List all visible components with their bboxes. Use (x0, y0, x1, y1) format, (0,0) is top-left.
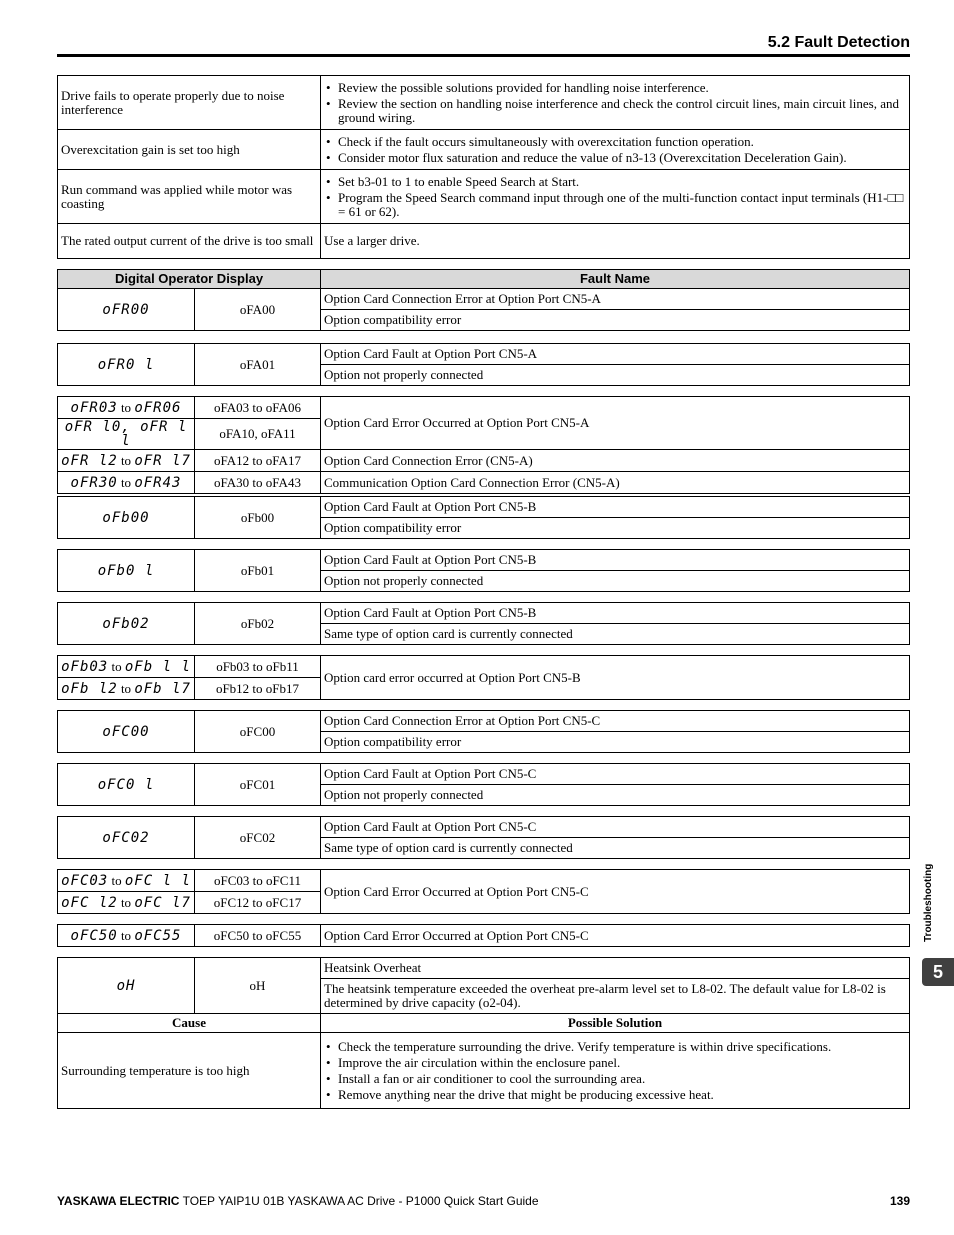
fault-table-ofa03 (57, 396, 910, 494)
solution-cell (321, 1033, 910, 1109)
solution-item: • Review the section on handling noise interference and check the control circuit lines, main circuit lines, and ground wiring. (324, 97, 906, 125)
fault-code: oFA01 (195, 344, 321, 386)
fault-table-ofb01 (57, 549, 910, 592)
fault-name: Option Card Fault at Option Port CN5-C (321, 764, 910, 785)
footer-company: YASKAWA ELECTRIC (57, 1194, 180, 1208)
fault-table-oh (57, 957, 910, 1109)
chapter-tab: 5 (922, 958, 954, 986)
segment-display: oFb l2 to oFb l7 (58, 678, 195, 700)
fault-table-ofc01 (57, 763, 910, 806)
fault-code: oFA10, oFA11 (195, 419, 321, 450)
segment-display: oFC02 (58, 817, 195, 859)
fault-desc: Option compatibility error (321, 310, 910, 331)
fault-code: oFC01 (195, 764, 321, 806)
fault-code: oFb02 (195, 603, 321, 645)
fault-code: oFA00 (195, 289, 321, 331)
section-title: 5.2 Fault Detection (767, 34, 910, 51)
footer-doc: TOEP YAIP1U 01B YASKAWA AC Drive - P1000 Quick Start Guide (182, 1194, 539, 1208)
table-row (58, 76, 910, 130)
segment-display: oFb00 (58, 497, 195, 539)
segment-display: oFR03 to oFR06 (58, 397, 195, 419)
segment-display: oFb03 to oFb l l (58, 656, 195, 678)
fault-table-ofb00 (57, 496, 910, 539)
solution-header: Possible Solution (321, 1014, 910, 1033)
side-section-label: Troubleshooting (923, 863, 934, 942)
solution-cell: Use a larger drive. (321, 224, 910, 259)
cause-cell: Run command was applied while motor was coasting (58, 170, 321, 224)
footer-text (57, 1194, 539, 1208)
segment-display: oFR0 l (58, 344, 195, 386)
page-number: 139 (889, 1194, 910, 1208)
segment-display: oFR l2 to oFR l7 (58, 450, 195, 472)
fault-name: Option Card Error Occurred at Option Port CN5-C (321, 870, 910, 914)
segment-display: oFC0 l (58, 764, 195, 806)
fault-code: oFC00 (195, 711, 321, 753)
segment-display: oFC00 (58, 711, 195, 753)
solution-item: • Program the Speed Search command input through one of the multi-function contact input terminals (H1-□□ = 61 or 62). (324, 191, 906, 219)
fault-name: Option Card Fault at Option Port CN5-B (321, 497, 910, 518)
fault-code: oFb03 to oFb11 (195, 656, 321, 678)
segment-display: oFb02 (58, 603, 195, 645)
fault-name: Option Card Fault at Option Port CN5-C (321, 817, 910, 838)
segment-display: oFb0 l (58, 550, 195, 592)
fault-code: oFC12 to oFC17 (195, 892, 321, 914)
fault-desc: Option compatibility error (321, 732, 910, 753)
header-rule (57, 54, 910, 57)
fault-name: Option Card Error Occurred at Option Port CN5-C (321, 925, 910, 947)
fault-name: Option Card Fault at Option Port CN5-B (321, 550, 910, 571)
fault-desc: The heatsink temperature exceeded the overheat pre-alarm level set to L8-02. The default value for L8-02 is determined by drive capacity (o2-04). (321, 979, 910, 1014)
fault-name: Heatsink Overheat (321, 958, 910, 979)
fault-desc: Option not properly connected (321, 571, 910, 592)
solution-cell (321, 130, 910, 170)
cause-cell: The rated output current of the drive is too small (58, 224, 321, 259)
fault-name: Option Card Fault at Option Port CN5-A (321, 344, 910, 365)
display-header: Digital Operator Display (58, 270, 321, 289)
solution-cell (321, 76, 910, 130)
solution-item: • Check if the fault occurs simultaneously with overexcitation function operation. (324, 135, 906, 149)
fault-table-ofc03 (57, 869, 910, 914)
cause-header: Cause (58, 1014, 321, 1033)
segment-display: oFR00 (58, 289, 195, 331)
cause-cell: Surrounding temperature is too high (58, 1033, 321, 1109)
fault-desc: Option compatibility error (321, 518, 910, 539)
causes-table (57, 75, 910, 259)
fault-desc: Option not properly connected (321, 785, 910, 806)
fault-code: oFb01 (195, 550, 321, 592)
cause-cell: Drive fails to operate properly due to noise interference (58, 76, 321, 130)
segment-display: oFC03 to oFC l l (58, 870, 195, 892)
fault-table-ofb02 (57, 602, 910, 645)
table-row (58, 130, 910, 170)
segment-display: oFC l2 to oFC l7 (58, 892, 195, 914)
table-row (58, 224, 910, 259)
fault-name: Option Card Error Occurred at Option Port CN5-A (321, 397, 910, 450)
solution-item: • Set b3-01 to 1 to enable Speed Search at Start. (324, 175, 906, 189)
segment-display: oH (58, 958, 195, 1014)
fault-name: Option Card Connection Error (CN5-A) (321, 450, 910, 472)
fault-code: oH (195, 958, 321, 1014)
fault-code: oFb12 to oFb17 (195, 678, 321, 700)
fault-table-ofb03 (57, 655, 910, 700)
fault-table-ofa00 (57, 269, 910, 331)
fault-code: oFA12 to oFA17 (195, 450, 321, 472)
fault-code: oFb00 (195, 497, 321, 539)
fault-desc: Same type of option card is currently connected (321, 838, 910, 859)
cause-cell: Overexcitation gain is set too high (58, 130, 321, 170)
fault-name: Option card error occurred at Option Port CN5-B (321, 656, 910, 700)
fault-code: oFC50 to oFC55 (195, 925, 321, 947)
fault-name: Option Card Connection Error at Option Port CN5-C (321, 711, 910, 732)
solution-item: • Consider motor flux saturation and reduce the value of n3-13 (Overexcitation Deceleration Gain). (324, 151, 906, 165)
segment-display: oFR30 to oFR43 (58, 472, 195, 494)
fault-code: oFC03 to oFC11 (195, 870, 321, 892)
fault-table-ofc50 (57, 924, 910, 947)
solution-item: • Remove anything near the drive that might be producing excessive heat. (324, 1088, 906, 1102)
fault-code: oFA30 to oFA43 (195, 472, 321, 494)
fault-code: oFA03 to oFA06 (195, 397, 321, 419)
fault-name: Option Card Connection Error at Option Port CN5-A (321, 289, 910, 310)
fault-table-ofc02 (57, 816, 910, 859)
solution-item: • Install a fan or air conditioner to cool the surrounding area. (324, 1072, 906, 1086)
fault-code: oFC02 (195, 817, 321, 859)
fault-table-ofa01 (57, 343, 910, 386)
solution-item: • Improve the air circulation within the enclosure panel. (324, 1056, 906, 1070)
fault-name-header: Fault Name (321, 270, 910, 289)
table-row (58, 170, 910, 224)
solution-cell (321, 170, 910, 224)
solution-item: • Review the possible solutions provided for handling noise interference. (324, 81, 906, 95)
fault-name: Option Card Fault at Option Port CN5-B (321, 603, 910, 624)
fault-table-ofc00 (57, 710, 910, 753)
fault-name: Communication Option Card Connection Error (CN5-A) (321, 472, 910, 494)
fault-desc: Same type of option card is currently connected (321, 624, 910, 645)
segment-display: oFR l0, oFR l l (58, 419, 195, 450)
solution-item: • Check the temperature surrounding the drive. Verify temperature is within drive specifications. (324, 1040, 906, 1054)
fault-desc: Option not properly connected (321, 365, 910, 386)
segment-display: oFC50 to oFC55 (58, 925, 195, 947)
